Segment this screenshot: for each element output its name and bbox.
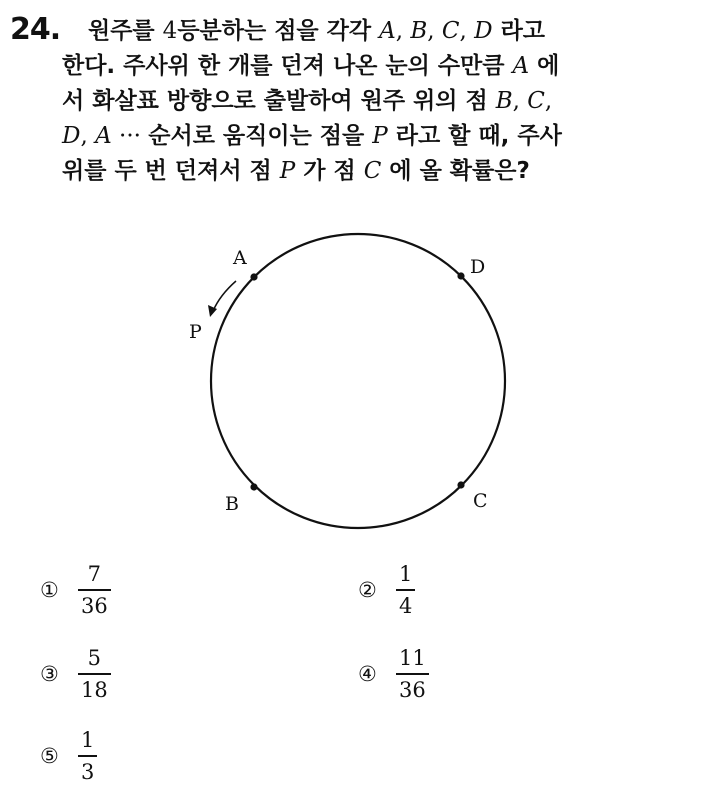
point-b-dot [250,483,257,490]
label-b: B [225,493,239,515]
text-segment: 순서로 움직이는 점을 [148,123,373,149]
fraction-numerator: 1 [399,562,413,586]
text-segment: 가 점 [295,158,364,184]
fraction [396,646,429,702]
fraction [78,646,111,702]
math-number: , [544,88,553,114]
label-c: C [473,490,488,512]
choice-marker: ④ [358,661,377,686]
math-number: , [512,88,528,114]
choice-5[interactable] [40,728,97,784]
fraction-denominator: 36 [81,593,108,618]
fraction-numerator: 11 [399,646,426,670]
text-segment: 에 [529,53,560,79]
math-number: , [395,18,411,44]
choice-3[interactable] [40,646,111,702]
math-number: , [80,123,96,149]
text-segment: 에 올 확률은? [381,158,530,184]
fraction-denominator: 36 [399,677,426,702]
math-variable: P [372,123,388,149]
label-p: P [189,321,202,343]
choice-marker: ③ [40,661,59,686]
fraction-denominator: 18 [81,677,108,702]
fraction-numerator: 1 [81,728,95,752]
math-variable: C [527,88,545,114]
fraction-numerator: 5 [87,646,102,670]
math-variable: P [279,158,296,184]
math-number: 4 [162,18,178,44]
text-segment: 한다. 주사위 한 개를 던져 나온 눈의 수만큼 [62,53,513,79]
math-variable: D [62,123,81,149]
math-variable: A [512,53,530,79]
fraction-denominator: 4 [399,593,413,618]
question-number: 24. [10,12,61,47]
label-d: D [470,256,486,278]
label-a: A [233,247,247,269]
text-segment: 라고 [492,18,546,44]
text-segment: 라고 할 때, 주사 [387,123,562,149]
fraction-numerator: 7 [87,562,102,586]
fraction [78,728,97,784]
choice-2[interactable] [358,562,415,618]
point-c-dot [457,481,464,488]
text-segment: 위를 두 번 던져서 점 [62,158,280,184]
point-a-dot [250,273,257,280]
text-segment: 등분하는 점을 각각 [177,18,380,44]
fraction-denominator: 3 [81,759,95,784]
text-segment: 원주를 [88,18,163,44]
math-number: ··· [111,123,149,149]
math-variable: B [495,88,513,114]
math-number: , [427,18,442,44]
choice-4[interactable] [358,646,429,702]
fraction [78,562,111,618]
math-variable: B [410,18,428,44]
choice-marker: ① [40,577,59,602]
fraction [396,562,415,618]
choice-marker: ⑤ [40,743,59,768]
math-number: , [459,18,475,44]
math-variable: D [474,18,493,44]
choice-marker: ② [358,577,377,602]
math-variable: A [379,18,396,44]
math-variable: A [95,123,112,149]
text-segment: 서 화살표 방향으로 출발하여 원주 위의 점 [62,88,496,114]
math-variable: C [441,18,460,44]
choice-1[interactable] [40,562,111,618]
point-d-dot [457,272,464,279]
math-variable: C [363,158,382,184]
